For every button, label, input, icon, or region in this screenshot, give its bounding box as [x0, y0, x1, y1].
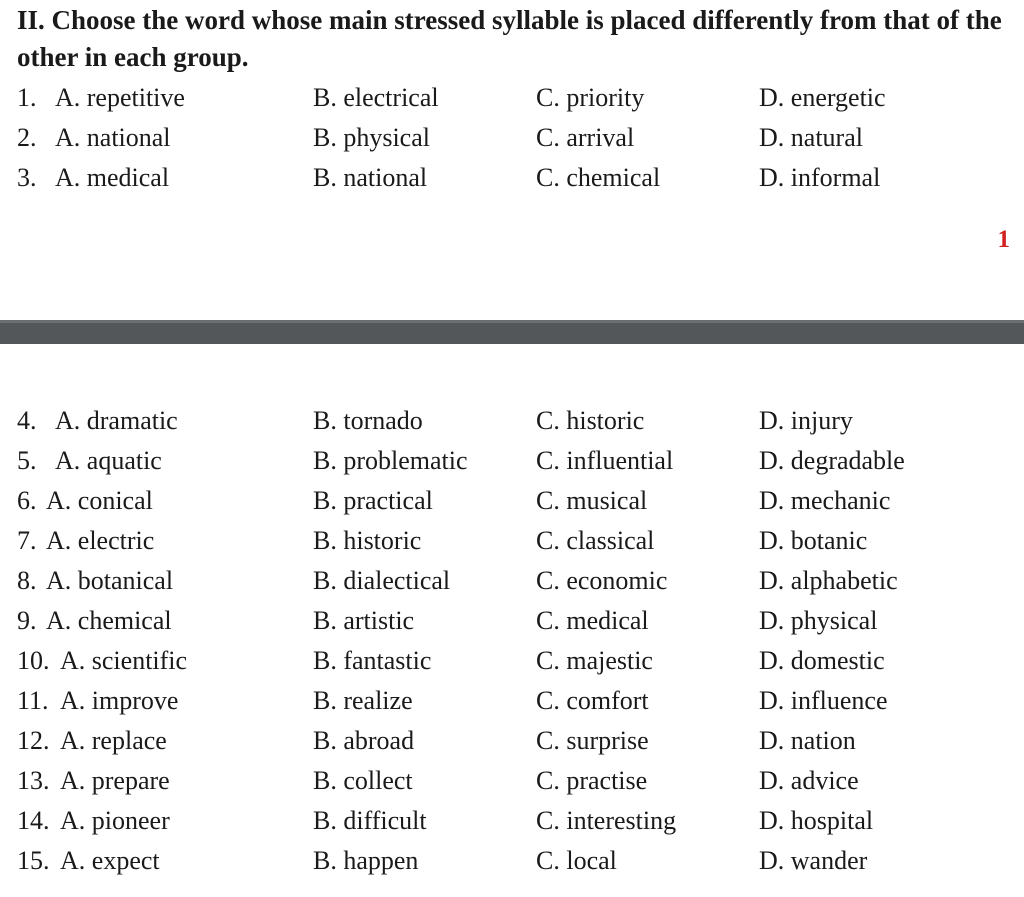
- option-d: D. nation: [759, 726, 856, 755]
- page-break-divider: [0, 320, 1024, 344]
- document-page-1: [0, 0, 1024, 320]
- option-d: D. domestic: [759, 646, 885, 675]
- question-number: 10.: [17, 646, 50, 675]
- option-b: B. physical: [313, 123, 430, 152]
- option-d: D. influence: [759, 686, 888, 715]
- document-page-2: [0, 344, 1024, 897]
- option-b: B. fantastic: [313, 646, 432, 675]
- question-number: 7.: [17, 526, 37, 555]
- question-number: 3.: [17, 163, 37, 192]
- question-number: 4.: [17, 406, 37, 435]
- question-number: 6.: [17, 486, 37, 515]
- option-d: D. hospital: [759, 806, 874, 835]
- question-number: 14.: [17, 806, 50, 835]
- option-d: D. natural: [759, 123, 863, 152]
- option-c: C. musical: [536, 486, 648, 515]
- option-c: C. local: [536, 846, 617, 875]
- option-a: A. chemical: [46, 606, 172, 635]
- exercise-heading: II. Choose the word whose main stressed syllable is placed differently from that of the other in each group.: [17, 5, 1002, 72]
- option-a: A. dramatic: [55, 406, 178, 435]
- option-b: B. realize: [313, 686, 413, 715]
- option-b: B. electrical: [313, 83, 439, 112]
- question-number: 8.: [17, 566, 37, 595]
- option-b: B. practical: [313, 486, 433, 515]
- option-a: A. conical: [46, 486, 153, 515]
- option-c: C. classical: [536, 526, 655, 555]
- option-c: C. economic: [536, 566, 668, 595]
- option-a: A. prepare: [60, 766, 170, 795]
- option-a: A. aquatic: [55, 446, 162, 475]
- option-c: C. medical: [536, 606, 649, 635]
- option-c: C. historic: [536, 406, 645, 435]
- question-number: 13.: [17, 766, 50, 795]
- option-b: B. abroad: [313, 726, 415, 755]
- option-d: D. injury: [759, 406, 853, 435]
- question-number: 11.: [17, 686, 49, 715]
- question-number: 1.: [17, 83, 37, 112]
- question-number: 15.: [17, 846, 50, 875]
- option-d: D. physical: [759, 606, 878, 635]
- option-c: C. practise: [536, 766, 648, 795]
- option-b: B. historic: [313, 526, 422, 555]
- option-c: C. interesting: [536, 806, 677, 835]
- option-a: A. botanical: [46, 566, 174, 595]
- option-d: D. energetic: [759, 83, 886, 112]
- option-d: D. informal: [759, 163, 881, 192]
- option-a: A. electric: [46, 526, 155, 555]
- option-b: B. national: [313, 163, 428, 192]
- question-number: 5.: [17, 446, 37, 475]
- option-d: D. botanic: [759, 526, 868, 555]
- option-b: B. artistic: [313, 606, 415, 635]
- option-a: A. repetitive: [55, 83, 185, 112]
- option-c: C. influential: [536, 446, 674, 475]
- option-d: D. mechanic: [759, 486, 891, 515]
- option-c: C. arrival: [536, 123, 635, 152]
- option-a: A. expect: [60, 846, 160, 875]
- option-c: C. surprise: [536, 726, 649, 755]
- option-a: A. medical: [55, 163, 170, 192]
- option-a: A. national: [55, 123, 171, 152]
- option-a: A. improve: [60, 686, 179, 715]
- option-d: D. degradable: [759, 446, 905, 475]
- question-number: 2.: [17, 123, 37, 152]
- option-d: D. advice: [759, 766, 859, 795]
- option-b: B. difficult: [313, 806, 427, 835]
- option-b: B. happen: [313, 846, 419, 875]
- option-a: A. pioneer: [60, 806, 170, 835]
- option-b: B. collect: [313, 766, 413, 795]
- page-number: 1: [997, 226, 1010, 253]
- option-b: B. tornado: [313, 406, 423, 435]
- option-c: C. comfort: [536, 686, 649, 715]
- option-d: D. alphabetic: [759, 566, 898, 595]
- option-b: B. problematic: [313, 446, 468, 475]
- option-a: A. scientific: [60, 646, 188, 675]
- question-number: 9.: [17, 606, 37, 635]
- option-c: C. majestic: [536, 646, 653, 675]
- option-c: C. priority: [536, 83, 645, 112]
- option-d: D. wander: [759, 846, 868, 875]
- option-a: A. replace: [60, 726, 167, 755]
- question-number: 12.: [17, 726, 50, 755]
- option-b: B. dialectical: [313, 566, 451, 595]
- option-c: C. chemical: [536, 163, 661, 192]
